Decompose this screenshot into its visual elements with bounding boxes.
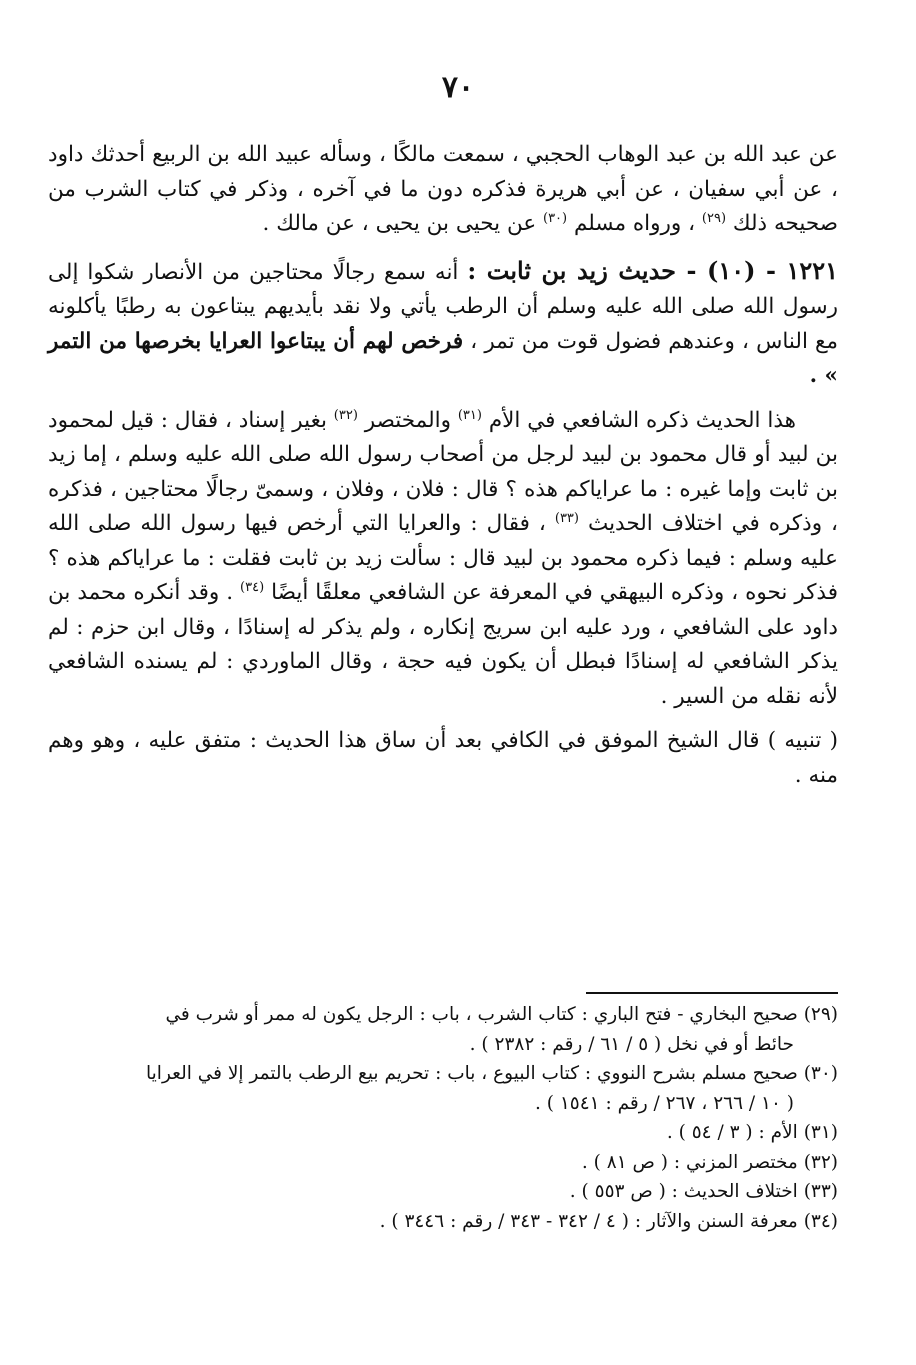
footnote-divider — [586, 992, 838, 994]
paragraph-1 — [48, 138, 838, 242]
paragraph-1-text: عن عبد الله بن عبد الوهاب الحجبي ، سمعت مالكًا ، وسأله عبيد الله بن الربيع أحدثك داود ، عن أبي سفيان ، عن أبي هريرة فذكره دون ما في آخره ، وذكر في كتاب الشرب من صحيحه ذلك — [48, 142, 838, 236]
footnote-31 — [48, 1118, 838, 1148]
footnotes-section — [48, 992, 838, 1236]
footnote-32 — [48, 1148, 838, 1178]
footnote-number: (٣٢) — [803, 1151, 838, 1173]
paragraph-1-middle: ، ورواه مسلم — [567, 211, 702, 236]
footnote-ref-30: (٣٠) — [543, 210, 568, 226]
footnote-33 — [48, 1177, 838, 1207]
hadith-heading: ١٢٢١ - (١٠) - حديث زيد بن ثابت : — [467, 255, 838, 285]
footnote-text: الأم : ( ٣ / ٥٤ ) . — [666, 1122, 798, 1143]
footnote-text: مختصر المزني : ( ص ٨١ ) . — [581, 1151, 798, 1173]
footnote-30 — [48, 1059, 838, 1118]
footnote-number: (٣٣) — [803, 1181, 838, 1202]
commentary-text-a: هذا الحديث ذكره الشافعي في الأم — [481, 407, 796, 433]
footnote-ref-33: (٣٣) — [554, 510, 579, 526]
footnote-ref-32: (٣٢) — [333, 407, 358, 423]
footnote-number: (٣١) — [803, 1122, 838, 1143]
footnote-text: معرفة السنن والآثار : ( ٤ / ٣٤٢ - ٣٤٣ / رقم : ٣٤٤٦ ) . — [379, 1210, 798, 1232]
main-text — [48, 138, 838, 793]
footnote-number: (٢٩) — [803, 1004, 838, 1025]
footnote-ref-34: (٣٤) — [240, 579, 265, 595]
note-paragraph: ( تنبيه ) قال الشيخ الموفق في الكافي بعد أن ساق هذا الحديث : متفق عليه ، وهو وهم منه . — [48, 728, 838, 788]
hadith-bold-ending: فرخص لهم أن يبتاعوا العرايا بخرصها من التمر — [48, 328, 464, 354]
page-number: ٧٠ — [441, 70, 475, 105]
footnote-ref-29: (٢٩) — [701, 210, 727, 226]
commentary-text-d: ، فقال : والعرايا التي أرخص فيها رسول الله صلى الله عليه وسلم : فيما ذكره محمود بن لبيد قال : سألت زيد بن ثابت فقلت : ما عراياكم هذه ؟ فذكر نحوه ، وذكره البيهقي في المعرفة عن الشافعي معلقًا أيضًا — [48, 511, 838, 605]
paragraph-1-end: عن يحيى بن يحيى ، عن مالك . — [262, 211, 543, 236]
footnote-number: (٣٤) — [803, 1210, 838, 1232]
commentary-text-e: . وقد أنكره محمد بن داود على الشافعي ، ورد عليه ابن سريج إنكاره ، ولم يذكر له إسنادًا ، وقال ابن حزم : لم يذكر الشافعي له إسنادًا فبطل أن يكون فيه حجة ، وقال الماوردي : لم يسنده الشافعي لأنه نقله من السير . — [48, 580, 838, 709]
footnote-text: اختلاف الحديث : ( ص ٥٥٣ ) . — [569, 1181, 798, 1202]
hadith-paragraph — [48, 254, 838, 394]
commentary-text-b: والمختصر — [357, 407, 458, 433]
footnote-34 — [48, 1207, 838, 1237]
hadith-text: أنه سمع رجالًا محتاجين من الأنصار شكوا إلى رسول الله صلى الله عليه وسلم أن الرطب يأتي ولا نقد بأيديهم يبتاعون به رطبًا يأكلونه مع الناس ، وعندهم فضول قوت من تمر ، — [48, 259, 839, 354]
footnote-number: (٣٠) — [803, 1063, 838, 1084]
footnote-ref-31: (٣١) — [457, 407, 482, 423]
commentary-paragraph — [48, 404, 838, 715]
footnote-text: صحيح البخاري - فتح الباري : كتاب الشرب ، باب : الرجل يكون له ممر أو شرب في — [165, 1004, 798, 1025]
footnote-continuation: حائط أو في نخل ( ٥ / ٦١ / رقم : ٢٣٨٢ ) . — [469, 1033, 794, 1055]
footnote-text: صحيح مسلم بشرح النووي : كتاب البيوع ، باب : تحريم بيع الرطب بالتمر إلا في العرايا — [146, 1063, 798, 1084]
footnote-continuation: ( ١٠ / ٢٦٦ ، ٢٦٧ / رقم : ١٥٤١ ) . — [534, 1092, 794, 1114]
commentary-text-c: بغير إسناد ، فقال : قيل لمحمود بن لبيد أو قال محمود بن لبيد لرجل من أصحاب رسول الله صلى الله عليه وسلم ، إما زيد بن ثابت وإما غيره : ما عراياكم هذه ؟ قال : فلان ، وفلان ، وسمىّ رجالًا محتاجين ، فذكره ، وذكره في اختلاف الحديث — [48, 407, 838, 536]
footnote-29 — [48, 1000, 838, 1059]
hadith-close: » . — [809, 363, 838, 388]
